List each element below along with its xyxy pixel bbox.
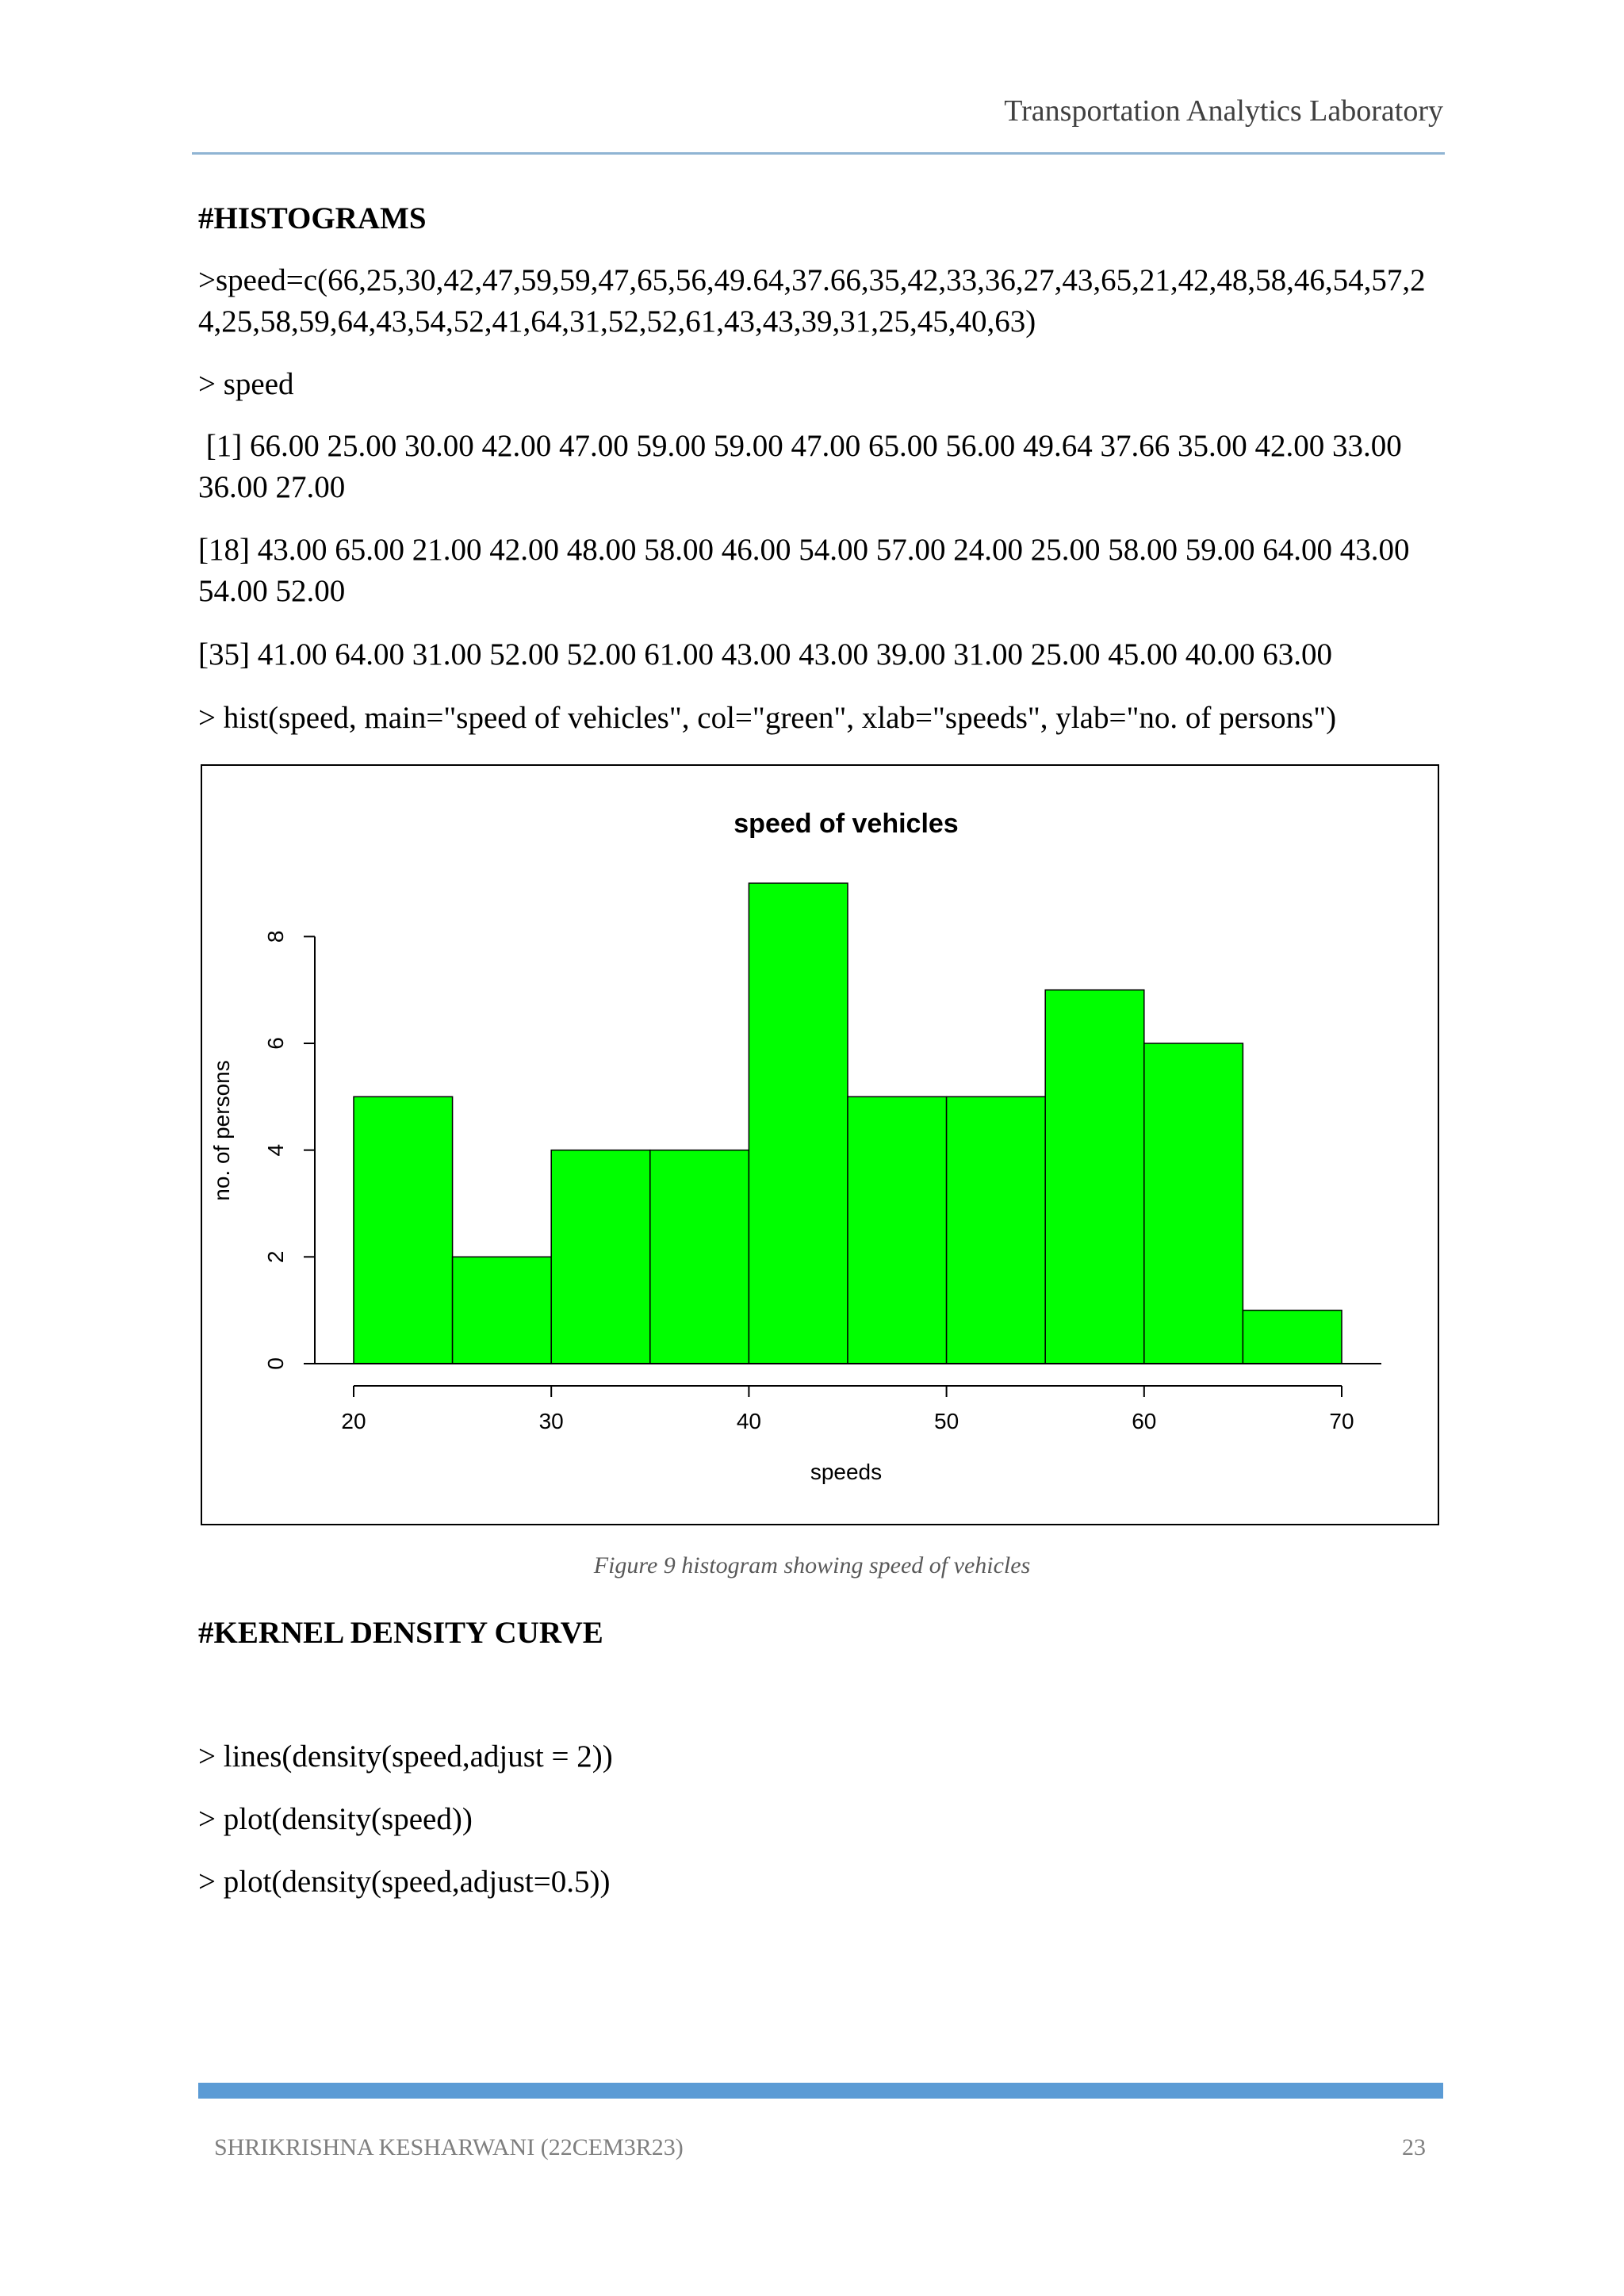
y-axis-label: no. of persons	[209, 1060, 234, 1201]
output-line-1: [1] 66.00 25.00 30.00 42.00 47.00 59.00 59.00 47.00 65.00 56.00 49.64 37.66 35.00 42.00 33.00 36.00 27.00	[198, 429, 1410, 504]
code-plot-1: > plot(density(speed))	[198, 1802, 473, 1836]
x-tick-label-30: 30	[538, 1409, 564, 1433]
histogram-bar-25-30	[453, 1257, 552, 1364]
x-tick-label-50: 50	[934, 1409, 959, 1433]
histogram-chart	[202, 766, 1438, 1524]
histogram-figure	[201, 764, 1439, 1525]
output-line-3: [35] 41.00 64.00 31.00 52.00 52.00 61.00 43.00 43.00 39.00 31.00 25.00 45.00 40.00 63.00	[198, 637, 1332, 672]
histogram-bar-50-55	[947, 1096, 1046, 1364]
x-tick-label-60: 60	[1132, 1409, 1157, 1433]
histogram-bar-45-50	[848, 1096, 947, 1364]
kernel-heading: #KERNEL DENSITY CURVE	[198, 1616, 603, 1650]
histogram-bar-65-70	[1243, 1311, 1342, 1364]
footer-page-number: 23	[1402, 2134, 1426, 2160]
x-tick-label-70: 70	[1329, 1409, 1354, 1433]
chart-title: speed of vehicles	[733, 809, 959, 839]
y-axis	[263, 931, 315, 1370]
y-tick-label-8: 8	[263, 930, 288, 943]
y-tick-label-0: 0	[263, 1357, 288, 1370]
x-axis	[341, 1386, 1354, 1433]
histogram-bar-20-25	[354, 1096, 453, 1364]
histogram-bars	[306, 883, 1381, 1364]
y-tick-label-4: 4	[263, 1143, 288, 1157]
header-rule	[192, 152, 1445, 155]
histogram-bar-30-35	[551, 1150, 650, 1364]
x-axis-label: speeds	[810, 1460, 883, 1484]
histogram-bar-35-40	[650, 1150, 749, 1364]
histogram-bar-40-45	[749, 883, 848, 1364]
code-lines: > lines(density(speed,adjust = 2))	[198, 1739, 613, 1774]
x-tick-label-40: 40	[736, 1409, 761, 1433]
header-title: Transportation Analytics Laboratory	[1004, 94, 1443, 128]
histograms-heading: #HISTOGRAMS	[198, 201, 427, 235]
code-hist: > hist(speed, main="speed of vehicles", col="green", xlab="speeds", ylab="no. of persons")	[198, 701, 1337, 735]
code-speed: > speed	[198, 367, 294, 401]
code-speed-assign: >speed=c(66,25,30,42,47,59,59,47,65,56,49.64,37.66,35,42,33,36,27,43,65,21,42,48,58,46,54,57,24,25,58,59,64,43,54,52,41,64,31,52,52,61,43,43,39,31,25,45,40,63)	[198, 263, 1426, 339]
histogram-bar-60-65	[1144, 1043, 1243, 1364]
footer-bar	[198, 2083, 1443, 2099]
y-tick-label-6: 6	[263, 1037, 288, 1050]
figure-caption: Figure 9 histogram showing speed of vehicles	[593, 1552, 1031, 1578]
x-tick-label-20: 20	[341, 1409, 366, 1433]
footer-author: SHRIKRISHNA KESHARWANI (22CEM3R23)	[214, 2134, 684, 2160]
histogram-bar-55-60	[1045, 990, 1144, 1364]
y-tick-label-2: 2	[263, 1250, 288, 1264]
code-plot-2: > plot(density(speed,adjust=0.5))	[198, 1865, 611, 1899]
output-line-2: [18] 43.00 65.00 21.00 42.00 48.00 58.00 46.00 54.00 57.00 24.00 25.00 58.00 59.00 64.00 43.00 54.00 52.00	[198, 533, 1410, 608]
